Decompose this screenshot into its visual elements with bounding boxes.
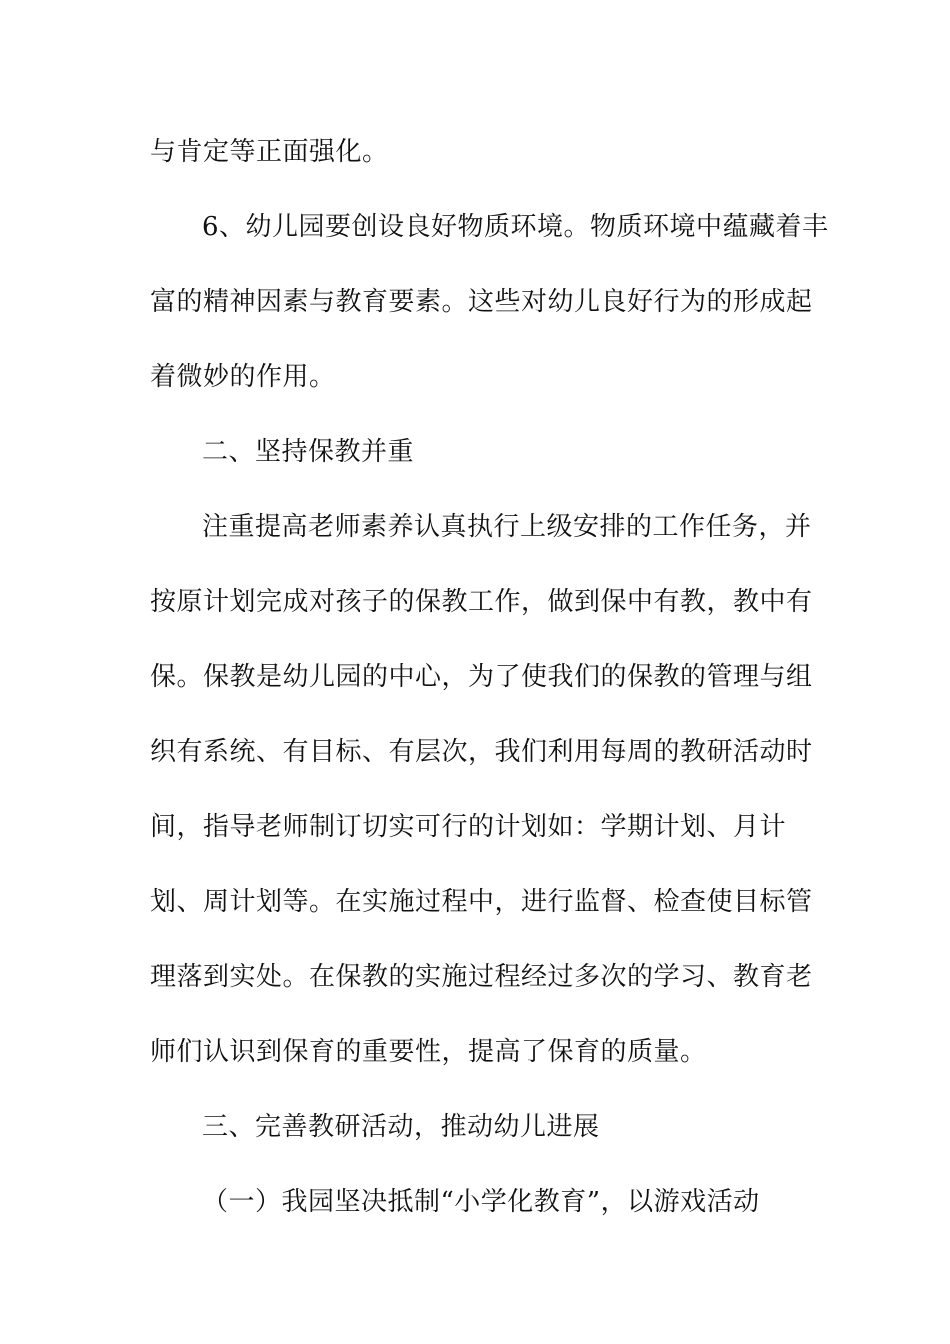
text-line: 划、周计划等。在实施过程中，进行监督、检查使目标管 [150,887,813,917]
text-line: 6、幼儿园要创设良好物质环境。物质环境中蕴藏着丰 [202,212,829,242]
text-line: 织有系统、有目标、有层次，我们利用每周的教研活动时 [150,737,813,767]
text-line: 间，指导老师制订切实可行的计划如：学期计划、月计 [150,812,787,842]
text-line: 保。保教是幼儿园的中心，为了使我们的保教的管理与组 [150,662,813,692]
text-line: 与肯定等正面强化。 [150,137,389,167]
section-heading: 二、坚持保教并重 [202,437,415,467]
text-line: 注重提高老师素养认真执行上级安排的工作任务，并 [202,512,812,542]
text-line: 着微妙的作用。 [150,362,336,392]
section-heading: 三、完善教研活动，推动幼儿进展 [202,1112,600,1142]
text-line: 富的精神因素与教育要素。这些对幼儿良好行为的形成起 [150,287,813,317]
text-line: 师们认识到保育的重要性，提高了保育的质量。 [150,1037,707,1067]
text-line: 理落到实处。在保教的实施过程经过多次的学习、教育老 [150,962,813,992]
text-line: 按原计划完成对孩子的保教工作，做到保中有教，教中有 [150,587,813,617]
text-line: （一）我园坚决抵制“小学化教育”，以游戏活动 [202,1187,760,1217]
